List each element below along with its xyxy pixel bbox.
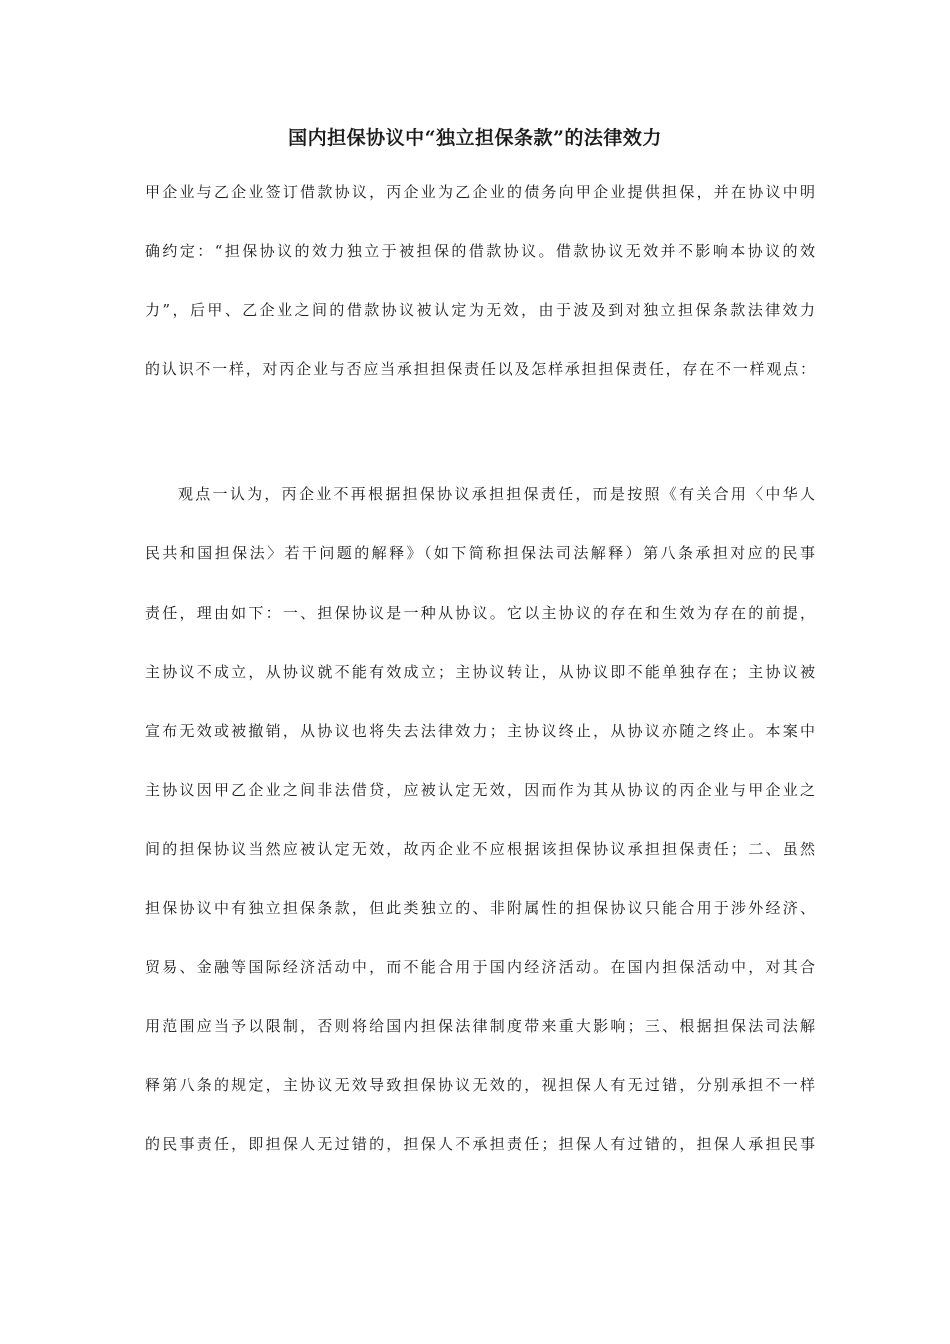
paragraph-2-line: 民共和国担保法〉若干问题的解释》（如下简称担保法司法解释）第八条承担对应的民事 bbox=[145, 544, 815, 562]
paragraph-2-line: 观点一认为，丙企业不再根据担保协议承担担保责任，而是按照《有关合用〈中华人 bbox=[178, 485, 815, 503]
paragraph-2-line: 责任，理由如下：一、担保协议是一种从协议。它以主协议的存在和生效为存在的前提， bbox=[145, 604, 815, 622]
paragraph-1-line: 力”，后甲、乙企业之间的借款协议被认定为无效，由于波及到对独立担保条款法律效力 bbox=[145, 301, 815, 319]
paragraph-2-line: 的民事责任，即担保人无过错的，担保人不承担责任；担保人有过错的，担保人承担民事 bbox=[145, 1135, 815, 1153]
paragraph-2-line: 担保协议中有独立担保条款，但此类独立的、非附属性的担保协议只能合用于涉外经济、 bbox=[145, 899, 815, 917]
paragraph-1-line: 的认识不一样，对丙企业与否应当承担担保责任以及怎样承担担保责任，存在不一样观点： bbox=[145, 360, 815, 378]
document-title: 国内担保协议中“独立担保条款”的法律效力 bbox=[288, 127, 662, 149]
paragraph-2-line: 主协议不成立，从协议就不能有效成立；主协议转让，从协议即不能单独存在；主协议被 bbox=[145, 663, 815, 681]
paragraph-2-line: 主协议因甲乙企业之间非法借贷，应被认定无效，因而作为其从协议的丙企业与甲企业之 bbox=[145, 781, 815, 799]
paragraph-2-line: 用范围应当予以限制，否则将给国内担保法律制度带来重大影响；三、根据担保法司法解 bbox=[145, 1017, 815, 1035]
paragraph-2-line: 贸易、金融等国际经济活动中，而不能合用于国内经济活动。在国内担保活动中，对其合 bbox=[145, 958, 815, 976]
paragraph-2-line: 释第八条的规定，主协议无效导致担保协议无效的，视担保人有无过错，分别承担不一样 bbox=[145, 1076, 815, 1094]
paragraph-1-line: 甲企业与乙企业签订借款协议，丙企业为乙企业的债务向甲企业提供担保，并在协议中明 bbox=[145, 183, 815, 201]
paragraph-2-line: 间的担保协议当然应被认定无效，故丙企业不应根据该担保协议承担担保责任；二、虽然 bbox=[145, 840, 815, 858]
paragraph-2-line: 宣布无效或被撤销，从协议也将失去法律效力；主协议终止，从协议亦随之终止。本案中 bbox=[145, 722, 815, 740]
paragraph-1-line: 确约定：“担保协议的效力独立于被担保的借款协议。借款协议无效并不影响本协议的效 bbox=[145, 242, 815, 260]
